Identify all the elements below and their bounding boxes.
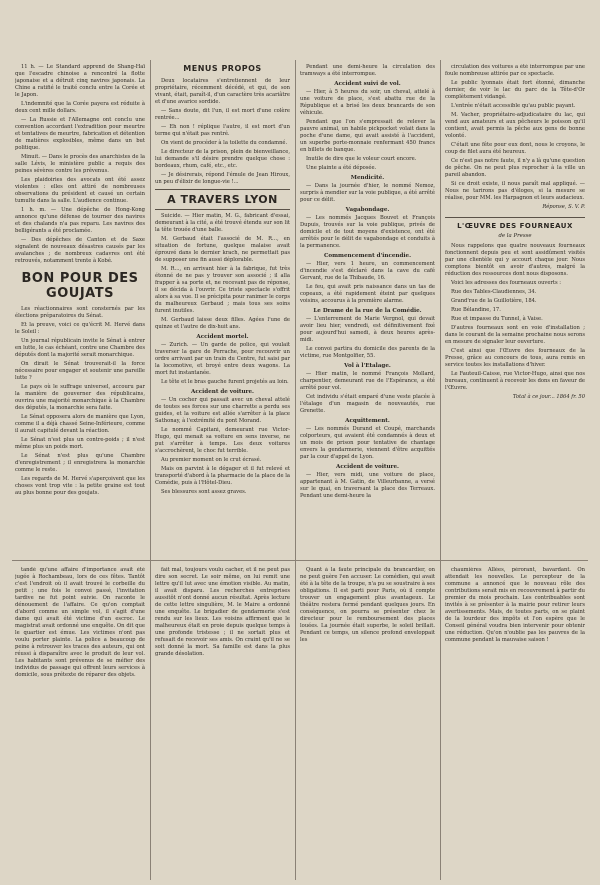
paragraph: 1 h. m. — Une dépêche de Hong-Kong annonce qu'une défense de tourner des navires et des chalands n'a pas reparu. Les navires des belligérants a été proclamée. (15, 207, 145, 234)
paragraph: — Zurich. — Un garde de police, qui voulait traverser la gare de Perrache, pour recouvrir un ordre arrivant par un train du Centre, fut saisi par la locomotive, et broyé entre deux wagons. La mort fut instantanée. (155, 342, 290, 376)
paragraph: — La Russie et l'Allemagne ont conclu une convention accordant l'extradition pour meurtre et tentatives de meurtre, fabrication et détention de matières explosibles, même dans un but politique. (15, 117, 145, 151)
section-title: Le Drame de la rue de la Comédie. (313, 308, 422, 314)
paragraph: Pendant une demi-heure la circulation des tramways a été interrompue. (300, 64, 435, 77)
bottom-column-2 (155, 567, 290, 879)
signature: Réponse, S. V. P. (542, 204, 585, 210)
paragraph: On dirait le Sénat trouverait-il la force nécessaire pour engager et soutenir une pareille lutte ? (15, 361, 145, 381)
bottom-column-3 (300, 567, 435, 879)
paragraph: Inutile de dire que le voleur court encore. (306, 156, 417, 162)
paragraph: tandé qu'une affaire d'importance avait été jugée à Rochambeau, lors de ces fêtes. Tantôt c'est l'endroit où il avait trouvé le corbeille du petit ; une fois le convoi passé, l'invitation tardive ne fut point suivie. On raconte le dénouement de l'affaire. Ce qu'on comptait d'abord comme un simple vol, il s'agit d'une dame qui avait été victime d'un escroc. Le magistrat avait ordonné une enquête. On dit que le quartier est émue. Les victimes n'ont pas voulu porter plainte. La police a beaucoup de peine à retrouver les traces des auteurs, qui ont réussi à disparaître avec le produit de leur vol. Les habitants sont prévenus de se méfier des individus de passage qui offrent leurs services à domicile, sous prétexte de réparer des objets. (15, 567, 145, 678)
fold-rule (12, 560, 588, 561)
column-rule (440, 60, 441, 880)
paragraph: Au premier moment on le crut écrasé. (161, 457, 262, 463)
paragraph: Deux locataires s'entretiennent de leur propriétaire, récemment décédé, et qui, de son vivant, était, paraît-il, d'un caractère très acariâtre et d'une avarice sordide. (155, 78, 290, 105)
paragraph: — L'enterrement de Marie Vergnol, qui devait avoir lieu hier, vendredi, est définitivement fixé pour aujourd'hui samedi, à deux heures après-midi. (300, 316, 435, 343)
bottom-column-4 (445, 567, 585, 879)
paragraph: M. R..., en arrivant hier à la fabrique, fut très étonné de ne pas y trouver son associé ; il alla frapper à sa porte et, ne recevant pas de réponse, il se décida à l'ouvrir. Ce triste spectacle s'offrit alors à sa vue. Il se précipita pour ranimer le corps du malheureux Gerbaud ; mais tous ses soins furent inutiles. (155, 266, 290, 314)
paragraph: Le tête et le bras gauche furent projetés au loin. (161, 379, 289, 385)
paragraph: — Hier matin, le nommé François Mollard, charpentier, demeurant rue de l'Espérance, a été arrêté pour vol. (300, 371, 435, 391)
paragraph: Le directeur de la prison, plein de bienveillance, lui demande s'il désire prendre quelque chose : bordeaux, rhum, café, etc., etc. (155, 149, 290, 169)
paragraph: Le Fauteuil-Caisse, rue Victor-Hugo, ainsi que nos bureaux, continuent à recevoir les dons en faveur de l'Œuvre. (445, 371, 585, 391)
paragraph: Suicide. — Hier matin, M. G., fabricant d'essai, demeurant à la cité, a été trouvé étendu sur son lit la tête trouée d'une balle. (155, 213, 290, 233)
paragraph: M. Gerbaud était l'associé de M. R..., en situation de fortune, quelque malaise avait éprouvé dans le dernier krach, ne permettait pas de supposer une fin aussi déplorable. (155, 236, 290, 263)
paragraph: Pendant que l'on s'empressait de relever la pauvre animal, un habile pickpocket volait dans la poche d'une dame, qui avait assisté à l'accident, un superbe porte-monnaie renfermant 450 francs en billets de banque. (300, 119, 435, 153)
paragraph: L'entrée n'était accessible qu'au public payant. (451, 103, 576, 109)
paragraph: — Un cocher qui passait avec un cheval attelé de toutes ses forces sur une charrette a perdu ses guides, et la voiture est allée s'arrêter à la place Sathonay, à l'extrémité du pont Morand. (155, 397, 290, 424)
paragraph: Mais on parvint à le dégager et il fut relevé et transporté d'abord à la pharmacie de la place de la Comédie, puis à l'Hôtel-Dieu. (155, 466, 290, 486)
column-rule (295, 60, 296, 880)
column-1 (15, 64, 145, 552)
column-rule (150, 60, 151, 880)
paragraph: — Eh non ! réplique l'autre, il est mort d'un terme qui n'était pas rentré. (155, 124, 290, 137)
address-line: Rue Bélandine, 17. (451, 307, 501, 313)
column-4 (445, 64, 585, 552)
paragraph: — Je désirerais, répond l'émule de Jean Hiroux, un peu d'élixir de longue-vie !... (155, 172, 290, 185)
paragraph: 11 h. — Le Standard apprend de Shang-Haï que l'escadre chinoise a rencontré la flotte japonaise et a détruit cinq navires japonais. La Chine a ratifié le traité conclu entre la Corée et le Japon. (15, 64, 145, 98)
paragraph: Ses blessures sont assez graves. (161, 489, 247, 495)
paragraph: fait mal, toujours voulu cacher, et il ne peut pas dire son secret. Le soir même, on lui remit une lettre qu'il lut avec une émotion visible. Au matin, il avait disparu. Les recherches entreprises aussitôt n'ont donné aucun résultat. Après lecture de cette lettre singulière, M. le Maire a ordonné une enquête. Le brigadier de gendarmerie s'est rendu sur les lieux. Les voisins affirment que le malheureux était en proie depuis quelque temps à une profonde tristesse ; il ne sortait plus et refusait de recevoir ses amis. On craint qu'il ne se soit donné la mort. Sa famille est dans la plus grande désolation. (155, 567, 290, 657)
paragraph: On vient de procéder à la toilette du condamné. (161, 140, 288, 146)
paragraph: — Sans doute, dit l'un, il est mort d'une colère rentrée... (155, 108, 290, 121)
paragraph: — Les nommés Durand et Coupé, marchands colporteurs, qui avaient été condamnés à deux et un mois de prison pour tentative de chantage envers la gendarmerie, viennent d'être acquittés par la cour d'appel de Lyon. (300, 426, 435, 460)
bottom-column-1 (15, 567, 145, 879)
section-title: Accident mortel. (196, 334, 249, 340)
paragraph: Voici les adresses des fourneaux ouverts : (451, 280, 562, 286)
paragraph: Une plainte a été déposée. (306, 165, 377, 171)
paragraph: Les plaidoiries des avocats ont été assez violentes : elles ont attiré de nombreuses observations du président et causé un certain tumulte dans la salle. L'audience continue. (15, 177, 145, 204)
section-title: Mendicité. (350, 175, 385, 181)
paragraph: C'est ainsi que l'Œuvre des fourneaux de la Presse, grâce au concours de tous, aura remis en service toutes les installations d'hiver. (445, 348, 585, 368)
paragraph: M. Vacher, propriétaire-adjudicataire du lac, qui vend aux amateurs et aux pêcheurs le poisson qu'il contient, avait permis la pêche aux gens de bonne volonté. (445, 112, 585, 139)
total-line: Total à ce jour... 1864 fr. 50 (512, 394, 585, 400)
headline-a-travers-lyon: A TRAVERS LYON (155, 189, 290, 210)
paragraph: — Hier, vers midi, une voiture de place, appartenant à M. Gatin, de Villeurbanne, a versé sur le quai, en traversant la place des Terreaux. Pendant une demi-heure la (300, 472, 435, 499)
paragraph: Ce n'est pas notre faute, il n'y a là qu'une question de pêche. On ne peut plus reprocher à la ville un pareil abandon. (445, 158, 585, 178)
paragraph: Minuit. — Dans le procès des anarchistes de la salle Lévis, le ministère public a requis des peines sévères contre les prévenus. (15, 154, 145, 174)
paragraph: L'indemnité que la Corée payera est réduite à deux cent mille dollars. (15, 101, 145, 114)
paragraph: Le feu, qui avait pris naissance dans un tas de copeaux, a été rapidement éteint par quelques voisins, accourus à la première alarme. (300, 284, 435, 304)
section-title: Commencement d'incendie. (323, 253, 412, 259)
paragraph: — Hier, à 5 heures du soir, un cheval, attelé à une voiture de place, s'est abattu rue de la République et a brisé les deux brancards de son véhicule. (300, 89, 435, 116)
paragraph: C'était une fête pour eux dont, nous le croyons, le coup de filet aura été heureux. (445, 142, 585, 155)
paragraph: Le Sénat n'est plus qu'une Chambre d'enregistrement ; il enregistrera la monarchie comme le reste. (15, 453, 145, 473)
section-title: Accident suivi de vol. (334, 81, 401, 87)
paragraph: Le convoi partira du domicile des parents de la victime, rue Montgolfier, 55. (300, 346, 435, 359)
headline-goujats: BON POUR DES GOUJATS (21, 271, 139, 301)
section-title: Accident de voiture. (336, 464, 399, 470)
paragraph: — Des dépêches de Canton et de Saxe signalent de nouveaux désastres causés par les avalanches ; de nombreux cadavres ont été retrouvés, notamment trente à Kobé. (15, 237, 145, 264)
address-line: Rue des Tables-Claudiennes, 34. (451, 289, 537, 295)
paragraph: Quant à la faute principale du brancardier, on ne peut guère l'en accuser. Le comédien, qui avait été à la tête de la troupe, n'a pu se soustraire à ses obligations. Il est parti pour Paris, où il compte trouver un engagement plus avantageux. Le théâtre restera fermé pendant quelques jours. En conséquence, on pourra se présenter chez le directeur pour le remboursement des places louées. La journée était superbe, le soleil brillait. Pendant ce temps, un silence profond enveloppait les (300, 567, 435, 643)
subheadline: de la Presse (498, 233, 532, 239)
paragraph: Le public lyonnais était fort étonné, dimanche dernier, de voir le lac du parc de la Tête-d'Or complètement vidangé. (445, 80, 585, 100)
paragraph: Le Sénat n'est plus un contre-poids ; il n'est même plus un poids mort. (15, 437, 145, 450)
paragraph: Les regards de M. Hervé s'aperçoivent que les choses vont trop vite : la petite graine est tout au plus bonne pour des goujats. (15, 476, 145, 496)
paragraph: — Les nommés Jacques Bouvet et François Dupuis, trouvés sur la voie publique, privés de domicile et de tout moyens d'existence, ont été arrêtés pour le délit de vagabondage et conduits à la permanence. (300, 215, 435, 249)
paragraph: Les réactionnaires sont consternés par les élections préparatoires du Sénat. (15, 306, 145, 319)
section-title: Vol à l'Etalage. (344, 363, 391, 369)
paragraph: D'autres fourneaux sont en voie d'installation ; dans le courant de la semaine prochaine nous serons en mesure de signaler leur ouverture. (445, 325, 585, 345)
address-line: Grand'rue de la Guillotière, 184. (451, 298, 537, 304)
column-2 (155, 64, 290, 552)
headline-menus-propos: MENUS PROPOS (183, 64, 262, 73)
paragraph: circulation des voitures a été interrompue par une foule nombreuse attirée par ce spectacle. (445, 64, 585, 77)
section-title: Vagabondage. (345, 207, 390, 213)
paragraph: — Hier, vers 1 heure, un commencement d'incendie s'est déclaré dans la cave du café Gervant, rue de la Thibaude, 16. (300, 261, 435, 281)
section-title: Acquittement. (345, 418, 390, 424)
paragraph: Le Sénat opposera alors de manière que Lyon, comme il a déjà chassé Seine-Inférieure, comme il aurait capitulé devant la réaction. (15, 414, 145, 434)
paragraph: Cet individu s'était emparé d'une veste placée à l'étalage d'un magasin de nouveautés, rue Grenette. (300, 394, 435, 414)
address-line: Rue et impasse du Tunnel, à Vaise. (451, 316, 543, 322)
paragraph: Et la preuve, voici ce qu'écrit M. Hervé dans le Soleil : (15, 322, 145, 335)
paragraph: Si ce droit existe, il nous paraît mal appliqué. — Nous ne tarirons pas d'éloges, si la mesure se réalise, pour MM. les Harpagnon et leurs audacieux. (445, 181, 585, 201)
paragraph: M. Gerbaud laisse deux filles. Agées l'une de quinze et l'autre de dix-huit ans. (155, 317, 290, 330)
headline-oeuvre-fourneaux: L'ŒUVRE DES FOURNEAUX (445, 217, 585, 231)
paragraph: Nous rappelons que quatre nouveaux fourneaux fonctionnent depuis peu et sont assidûment visités par une clientèle qui y accourt chaque jour. Nous comptons bientôt en avoir d'autres, malgré la réduction des ressources dont nous disposons. (445, 243, 585, 277)
paragraph: chaumières Allées, pérorant, bavardant. On attendait les nouvelles. Le percepteur de la commune a annoncé que le nouveau rôle des contributions serait mis en recouvrement à partir du premier du mois prochain. Les contribuables sont invités à se présenter à la mairie pour retirer leurs avertissements. Mais, de toutes parts, on se plaint de la lourdeur des impôts et l'on espère que le Conseil général voudra bien intervenir pour obtenir une réduction. Qu'on n'oublie pas les pauvres de la commune pendant la mauvaise saison ! (445, 567, 585, 643)
paragraph: — Dans la journée d'hier, le nommé Nemoz, surpris à mendier sur la voie publique, a été arrêté pour ce délit. (300, 183, 435, 203)
column-3 (300, 64, 435, 552)
paragraph: Le nommé Capitani, demeurant rue Victor-Hugo, qui menait sa voiture en sens inverse, ne put s'arrêter à temps. Les deux voitures s'accrochèrent, le choc fut terrible. (155, 427, 290, 454)
paragraph: Un journal républicain invite le Sénat à entrer en lutte, le cas échéant, contre une Chambre des députés dont la majorité serait monarchique. (15, 338, 145, 358)
section-title: Accident de voiture. (191, 389, 254, 395)
paragraph: Le pays où le suffrage universel, accouru par la manière de gouverner des républicains, ouvrira une majorité monarchique à la Chambre des députés, la monarchie sera faite. (15, 384, 145, 411)
